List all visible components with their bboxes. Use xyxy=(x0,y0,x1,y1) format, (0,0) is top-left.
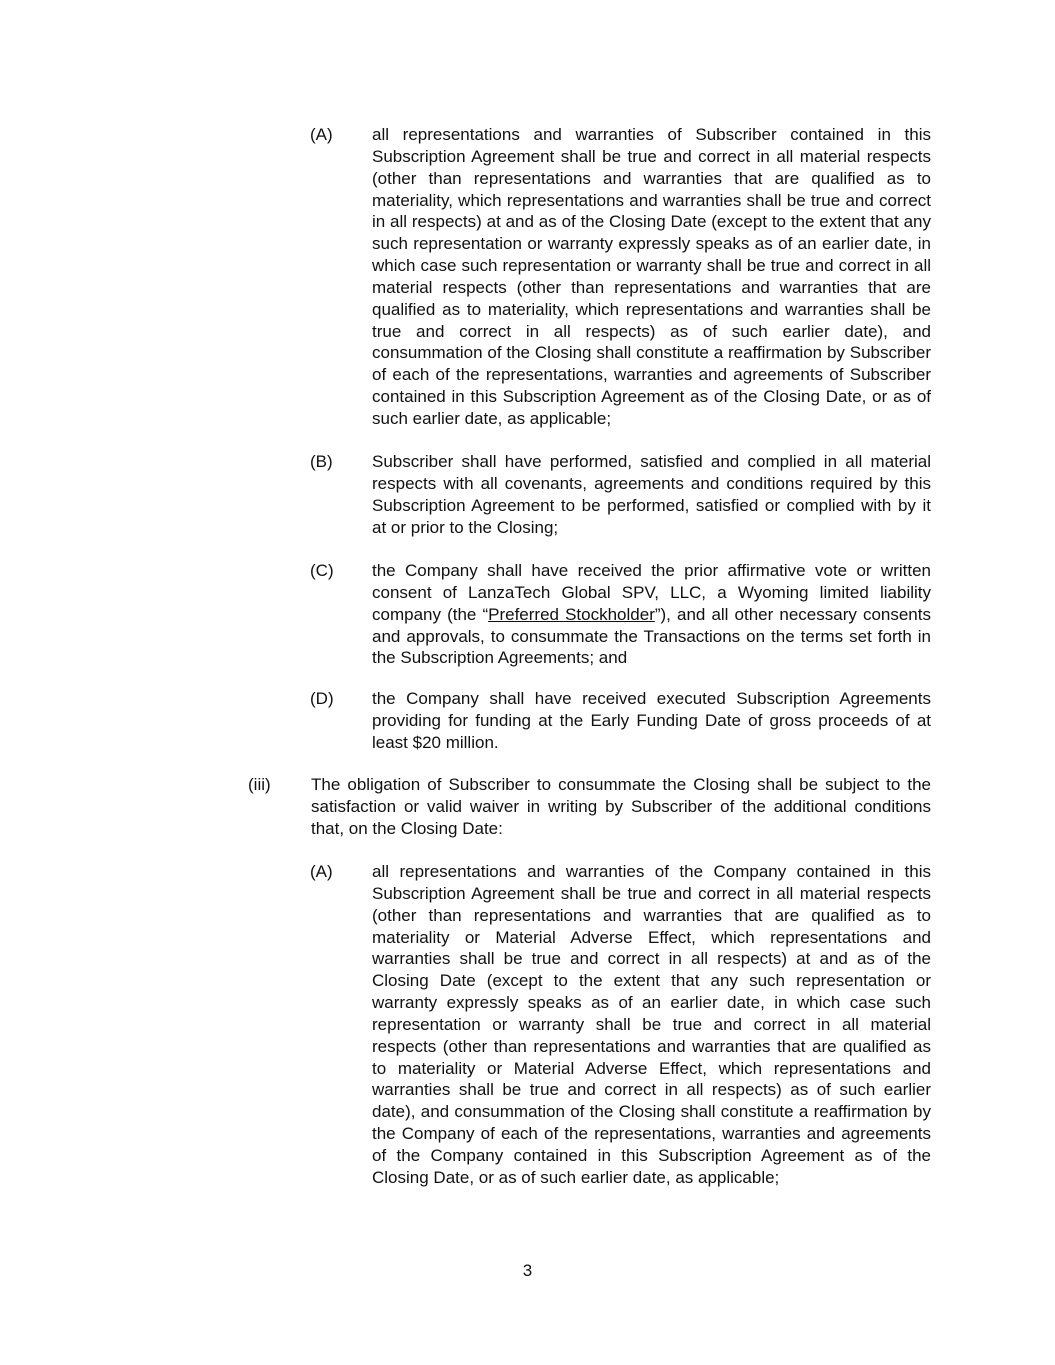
defined-term: Preferred Stockholder xyxy=(488,604,655,624)
clause-text: all representations and warranties of the Company contained in this Subscription Agreement shall be true and correct in all material respects (other than representations and warranties that are qualified as to materiality or Material Adverse Effect, which representations and warranties shall be true and correct in all respects) at and as of the Closing Date (except to the extent that any such representation or warranty expressly speaks as of an earlier date, in which case such representation or warranty shall be true and correct in all material respects (other than representations and warranties that are qualified as to materiality or Material Adverse Effect, which representations and warranties shall be true and correct in all respects) as of such earlier date), and consummation of the Closing shall constitute a reaffirmation by the Company of each of the representations, warranties and agreements of the Company contained in this Subscription Agreement as of the Closing Date, or as of such earlier date, as applicable; xyxy=(372,862,931,1187)
clause-label: (B) xyxy=(310,452,333,471)
clause-label: (A) xyxy=(310,862,333,881)
clause-text: all representations and warranties of Subscriber contained in this Subscription Agreement shall be true and correct in all material respects (other than representations and warranties that are qualified as to materiality, which representations and warranties shall be true and correct in all respects) at and as of the Closing Date (except to the extent that any such representation or warranty expressly speaks as of an earlier date, in which case such representation or warranty shall be true and correct in all material respects (other than representations and warranties that are qualified as to materiality, which representations and warranties shall be true and correct in all respects) as of such earlier date), and consummation of the Closing shall constitute a reaffirmation by Subscriber of each of the representations, warranties and agreements of Subscriber contained in this Subscription Agreement as of the Closing Date, or as of such earlier date, as applicable; xyxy=(372,125,931,428)
clause-label: (D) xyxy=(310,689,334,708)
clause-label: (C) xyxy=(310,561,334,580)
clause-text: the Company shall have received the prior affirmative vote or written consent of LanzaTech Global SPV, LLC, a Wyoming limited liability company (the “Preferred Stockholder”), and all other necessary consents and approvals, to consummate the Transactions on the terms set forth in the Subscription Agreements; and xyxy=(372,561,931,668)
page-number: 3 xyxy=(522,1261,533,1280)
clause-text: Subscriber shall have performed, satisfied and complied in all material respects with all covenants, agreements and conditions required by this Subscription Agreement to be performed, satisfied or complied with by it at or prior to the Closing; xyxy=(372,452,931,537)
section-label: (iii) xyxy=(248,775,271,794)
clause-text: the Company shall have received executed Subscription Agreements providing for funding at the Early Funding Date of gross proceeds of at least $20 million. xyxy=(372,689,931,752)
clause-label: (A) xyxy=(310,125,333,144)
section-text: The obligation of Subscriber to consummate the Closing shall be subject to the satisfaction or valid waiver in writing by Subscriber of the additional conditions that, on the Closing Date: xyxy=(311,775,931,838)
